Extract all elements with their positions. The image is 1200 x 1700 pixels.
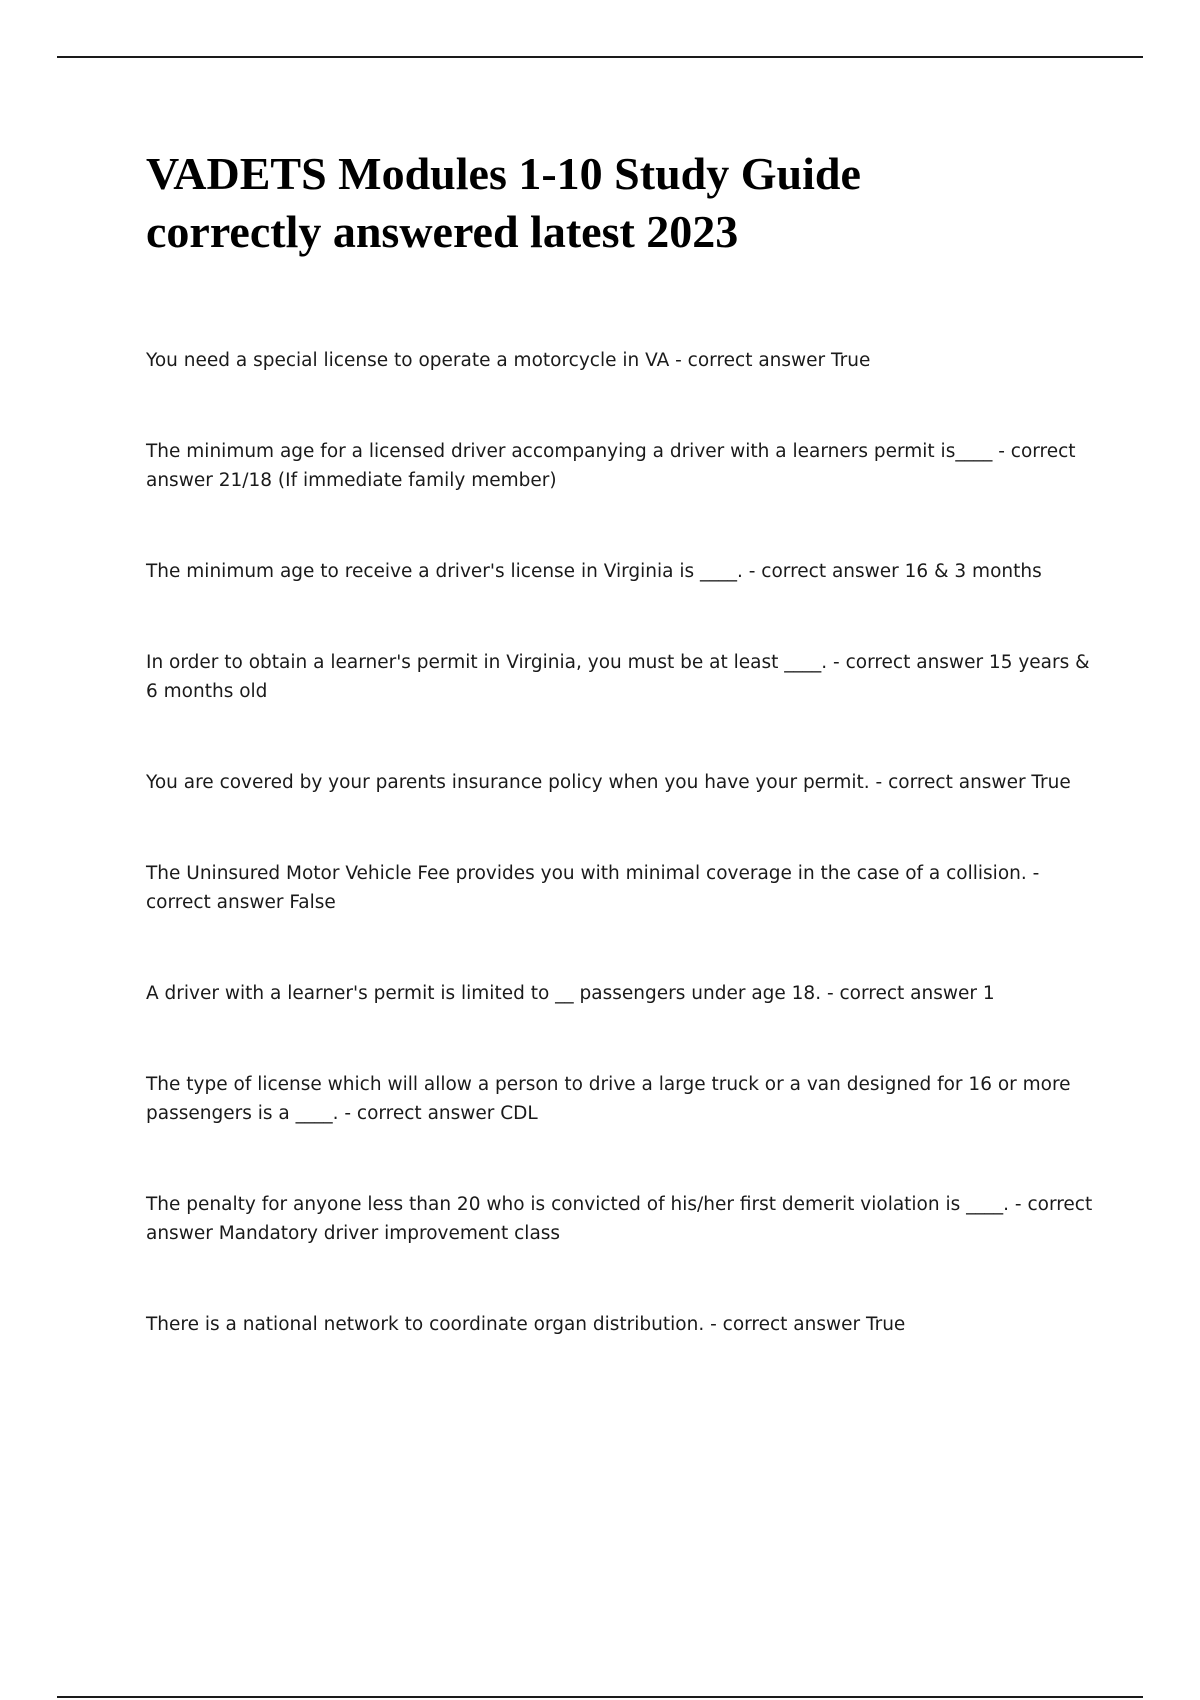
- qa-item-3: The minimum age to receive a driver's license in Virginia is ____. - correct answer 16 & 3 months: [146, 561, 1042, 582]
- qa-item-7: A driver with a learner's permit is limited to __ passengers under age 18. - correct answer 1: [146, 983, 995, 1004]
- document-title: [146, 145, 1146, 261]
- qa-item-5: You are covered by your parents insurance policy when you have your permit. - correct answer True: [146, 772, 1071, 793]
- bottom-divider: [57, 1696, 1143, 1698]
- title-line-1: VADETS Modules 1-10 Study Guide: [146, 148, 861, 199]
- qa-item-10: There is a national network to coordinate organ distribution. - correct answer True: [146, 1314, 906, 1335]
- top-divider: [57, 56, 1143, 58]
- qa-item-9: The penalty for anyone less than 20 who is convicted of his/her first demerit violation is ____. - correct answer Mandatory driver improvement class: [146, 1194, 1093, 1244]
- title-line-2: correctly answered latest 2023: [146, 206, 739, 257]
- qa-item-1: You need a special license to operate a motorcycle in VA - correct answer True: [146, 350, 871, 371]
- qa-item-2: The minimum age for a licensed driver accompanying a driver with a learners permit is____ - correct answer 21/18 (If immediate family member): [146, 441, 1076, 491]
- qa-item-6: The Uninsured Motor Vehicle Fee provides you with minimal coverage in the case of a collision. - correct answer False: [146, 863, 1040, 913]
- qa-item-8: The type of license which will allow a person to drive a large truck or a van designed for 16 or more passengers is a ____. - correct answer CDL: [146, 1074, 1071, 1124]
- qa-item-4: In order to obtain a learner's permit in Virginia, you must be at least ____. - correct answer 15 years & 6 months old: [146, 652, 1090, 702]
- question-answer-list: [146, 346, 1096, 1401]
